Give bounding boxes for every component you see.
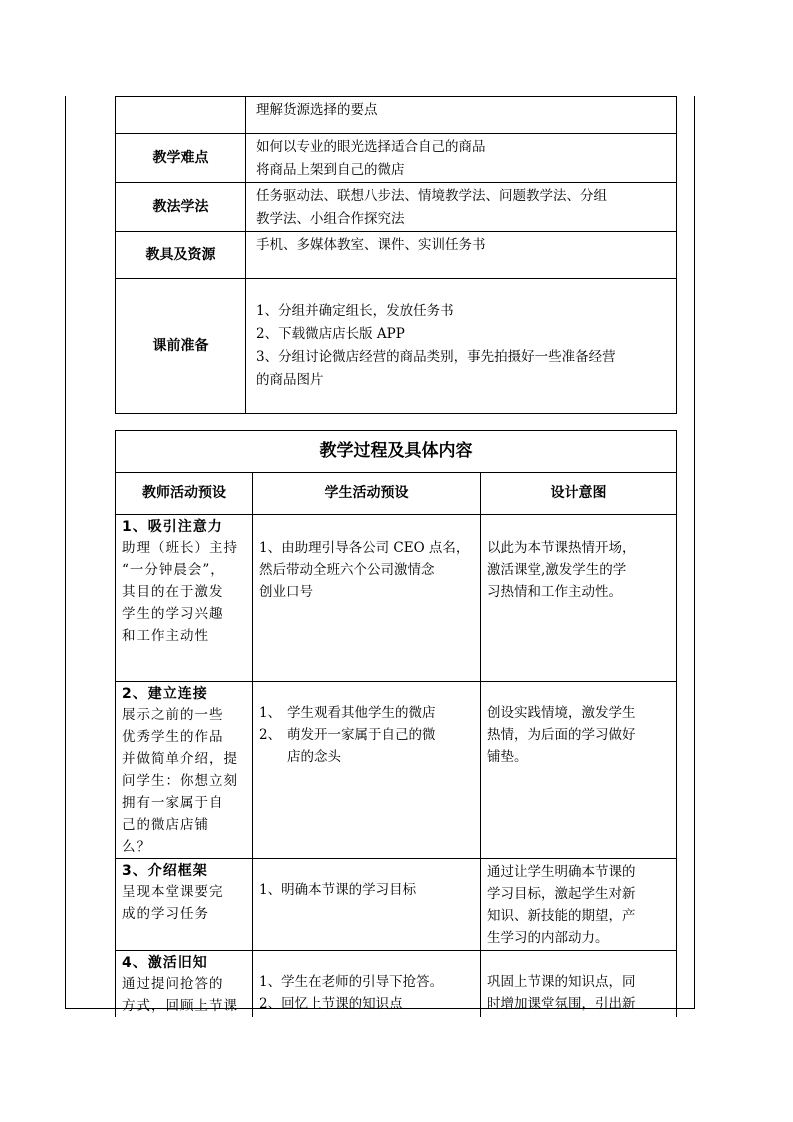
row-text: 3、分组讨论微店经营的商品类别，事先拍摄好一些准备经营 xyxy=(256,349,616,365)
row-text: 教学法、小组合作探究法 xyxy=(256,211,405,227)
teacher-text: 展示之前的一些 xyxy=(122,707,224,723)
list-item xyxy=(259,724,474,768)
intent-text: 学习目标，激起学生对新 xyxy=(487,886,636,902)
header-teacher: 教师活动预设 xyxy=(116,473,253,515)
row-text: 如何以专业的眼光选择适合自己的商品 xyxy=(256,139,486,155)
intent-text: 以此为本节课热情开场， xyxy=(487,540,636,556)
teacher-text: 么？ xyxy=(122,839,151,855)
teacher-text: 助理（班长）主持 xyxy=(122,540,238,556)
section-title: 2、建立连接 xyxy=(122,686,208,702)
intent-text: 时增加课堂氛围，引出新 xyxy=(487,996,636,1012)
student-text: 1、由助理引导各公司 CEO 点名， xyxy=(259,540,470,556)
teacher-text: 成的学习任务 xyxy=(122,906,209,922)
teacher-text: 通过提问抢答的 xyxy=(122,976,224,992)
info-row-resources xyxy=(116,232,677,279)
row-text: 任务驱动法、联想八步法、情境教学法、问题教学法、分组 xyxy=(256,188,607,204)
partial-text: 理解货源选择的要点 xyxy=(256,102,378,118)
row-text: 手机、多媒体教室、课件、实训任务书 xyxy=(256,237,486,253)
student-text: 创业口号 xyxy=(259,584,313,600)
intent-text: 创设实践情境，激发学生 xyxy=(487,705,636,721)
table-row xyxy=(116,951,677,1018)
row-label: 课前准备 xyxy=(116,279,246,414)
info-row-difficulty xyxy=(116,134,677,183)
teacher-text: 其目的在于激发 xyxy=(122,584,224,600)
student-text: 1、明确本节课的学习目标 xyxy=(259,882,417,898)
student-text: 然后带动全班六个公司激情念 xyxy=(259,562,435,578)
intent-text: 铺垫。 xyxy=(487,749,528,765)
table-row xyxy=(116,515,677,682)
header-student: 学生活动预设 xyxy=(253,473,481,515)
row-label: 教学难点 xyxy=(116,134,246,183)
row-text: 2、下载微店店长版 APP xyxy=(256,326,405,342)
section-title: 3、介绍框架 xyxy=(122,863,208,879)
student-text: 店的念头 xyxy=(287,749,341,765)
row-label: 教法学法 xyxy=(116,183,246,232)
info-row-methods xyxy=(116,183,677,232)
section-title: 1、吸引注意力 xyxy=(122,519,223,535)
row-text: 将商品上架到自己的微店 xyxy=(256,162,405,178)
teacher-text: 并做简单介绍，提 xyxy=(122,751,238,767)
student-text: 1、学生在老师的引导下抢答。 xyxy=(259,974,444,990)
row-text: 1、分组并确定组长，发放任务书 xyxy=(256,303,454,319)
intent-text: 知识、新技能的期望，产 xyxy=(487,908,636,924)
list-number: 2、 xyxy=(259,727,282,743)
teacher-text: 优秀学生的作品 xyxy=(122,729,224,745)
intent-text: 巩固上节课的知识点，同 xyxy=(487,974,636,990)
info-table xyxy=(115,96,677,414)
student-text: 学生观看其他学生的微店 xyxy=(287,705,436,721)
table-row xyxy=(116,682,677,859)
row-text: 的商品图片 xyxy=(256,372,324,388)
list-item xyxy=(259,702,474,724)
teacher-text: 学生的学习兴趣 xyxy=(122,606,224,622)
info-row-preparation xyxy=(116,279,677,414)
teacher-text: 问学生：你想立刻 xyxy=(122,773,238,789)
process-table xyxy=(115,430,677,1017)
header-row xyxy=(116,473,677,515)
teacher-text: 拥有一家属于自 xyxy=(122,795,224,811)
header-intent: 设计意图 xyxy=(481,473,677,515)
intent-text: 习热情和工作主动性。 xyxy=(487,584,622,600)
process-title: 教学过程及具体内容 xyxy=(116,431,677,473)
teacher-text: 方式，回顾上节课 xyxy=(122,998,238,1014)
intent-text: 激活课堂,激发学生的学 xyxy=(487,562,627,578)
student-text: 萌发开一家属于自己的微 xyxy=(287,727,436,743)
list-number: 1、 xyxy=(259,705,282,721)
table-row xyxy=(116,859,677,951)
intent-text: 通过让学生明确本节课的 xyxy=(487,864,636,880)
info-row-partial xyxy=(116,97,677,134)
teacher-text: 呈现本堂课要完 xyxy=(122,884,224,900)
row-label: 教具及资源 xyxy=(116,232,246,279)
intent-text: 热情，为后面的学习做好 xyxy=(487,727,636,743)
section-title: 4、激活旧知 xyxy=(122,955,208,971)
teacher-text: 和工作主动性 xyxy=(122,628,209,644)
student-text: 2、回忆上节课的知识点 xyxy=(259,996,403,1012)
intent-text: 生学习的内部动力。 xyxy=(487,930,609,946)
teacher-text: 己的微店店铺 xyxy=(122,817,209,833)
teacher-text: “一分钟晨会”， xyxy=(122,562,225,578)
